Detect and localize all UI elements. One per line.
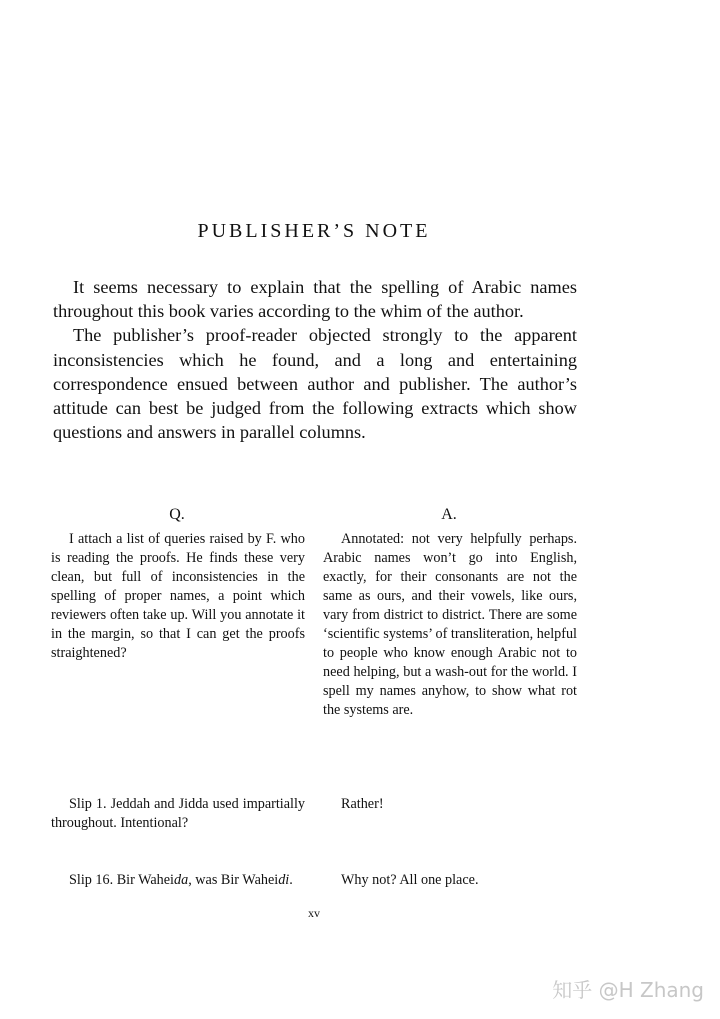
answer-block	[323, 795, 577, 814]
answer-block	[323, 871, 577, 890]
question-text	[51, 871, 305, 890]
question-text: I attach a list of queries raised by F. who is reading the proofs. He finds these very clean, but full of inconsistencies in the spelling of proper names, a point which reviewers often take up. Will you annotate it in the margin, so that I can get the proofs straightened?	[51, 531, 305, 661]
answer-column-heading: A.	[441, 506, 457, 523]
answer-text: Annotated: not very helpfully perhaps. Arabic names won’t go into English, exactly, for their consonants are not the same as ours, and their vowels, like ours, vary from district to district. There are some ‘scientific systems’ of transliteration, helpful to people who know enough Arabic not to need helping, but a wash-out for the world. I spell my names anyhow, to show what rot the systems are.	[323, 531, 577, 718]
intro-text	[53, 275, 577, 444]
question-text-part: .	[289, 872, 293, 888]
intro-paragraph: It seems necessary to explain that the spelling of Arabic names throughout this book varies according to the whim of the author.	[53, 277, 577, 322]
intro-paragraph: The publisher’s proof-reader objected strongly to the apparent inconsistencies which he found, and a long and entertaining correspondence ensued between author and publisher. The author’s attitude can best be judged from the following extracts which show questions and answers in parallel columns.	[53, 325, 577, 443]
question-block	[51, 795, 305, 833]
question-block	[51, 871, 305, 890]
question-text-italic: di	[278, 872, 290, 888]
question-text: Slip 1. Jeddah and Jidda used impartially throughout. Intentional?	[51, 796, 305, 831]
question-text-part: Slip 16. Bir Wahei	[69, 872, 174, 888]
answer-block	[323, 530, 577, 720]
page-title: PUBLISHER’S NOTE	[197, 220, 431, 242]
question-text-part: , was Bir Wahei	[188, 872, 279, 888]
watermark: 知乎 @H Zhang	[552, 978, 704, 1002]
answer-text: Rather!	[341, 796, 384, 812]
answer-text: Why not? All one place.	[341, 872, 479, 888]
page-number: xv	[308, 906, 320, 920]
question-column-heading: Q.	[169, 506, 185, 523]
question-block	[51, 530, 305, 663]
question-text-italic: da	[174, 872, 189, 888]
